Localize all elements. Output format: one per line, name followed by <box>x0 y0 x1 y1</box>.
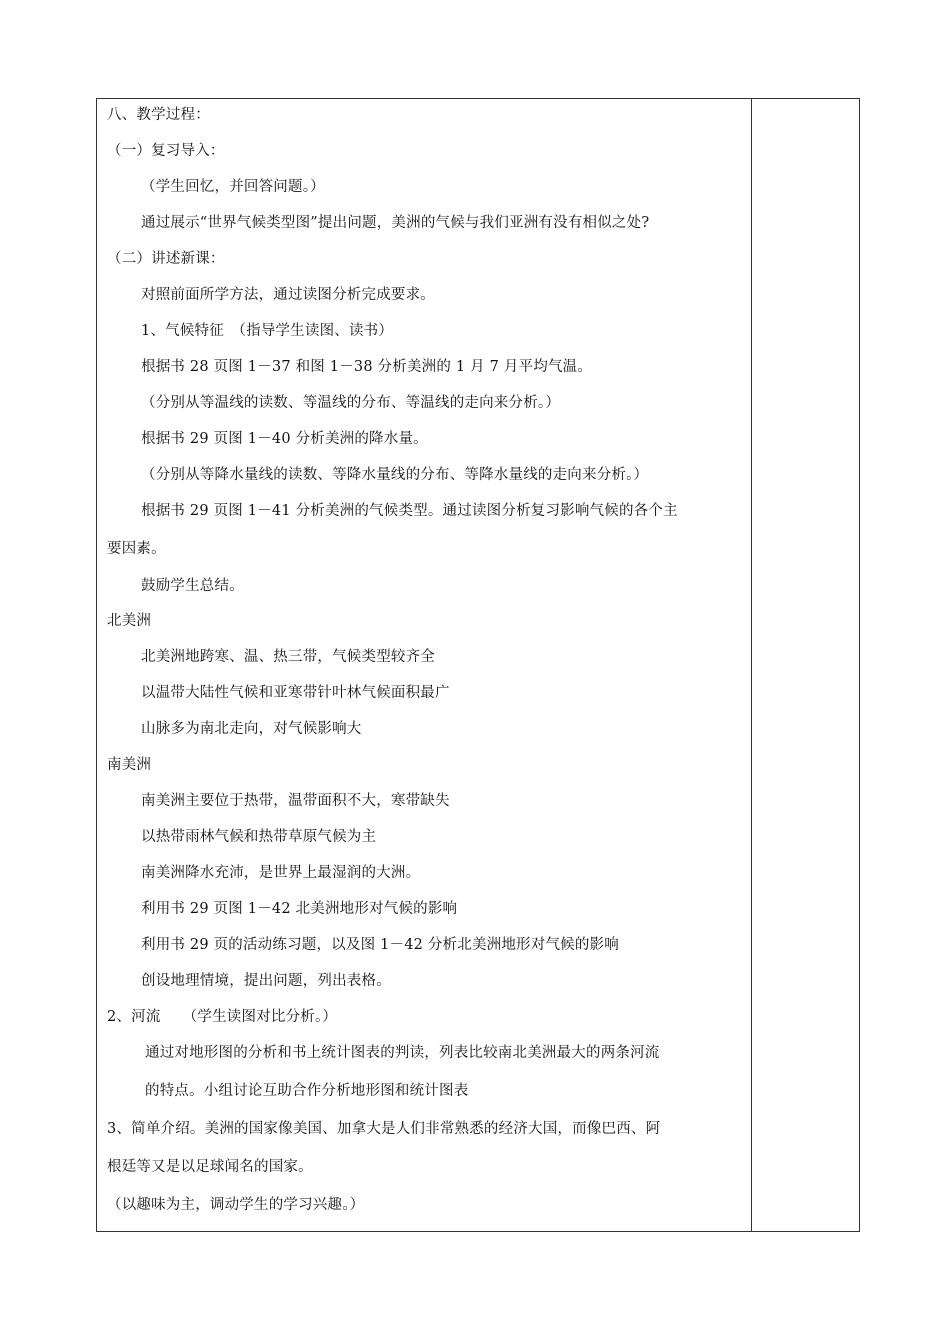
text-line: （分别从等降水量线的读数、等降水量线的分布、等降水量线的走向来分析。） <box>141 467 649 483</box>
subsection-heading: 3、简单介绍。美洲的国家像美国、加拿大是人们非常熟悉的经济大国，而像巴西、阿 <box>107 1121 661 1137</box>
subsection-heading: （二）讲述新课： <box>107 251 225 267</box>
text-line: 根据书 29 页图 1－41 分析美洲的气候类型。通过读图分析复习影响气候的各个主 <box>141 503 678 519</box>
text-line: 南美洲主要位于热带，温带面积不大，寒带缺失 <box>141 793 450 809</box>
text-line: 通过展示“世界气候类型图”提出问题，美洲的气候与我们亚洲有没有相似之处? <box>141 215 650 231</box>
text-line: 对照前面所学方法，通过读图分析完成要求。 <box>141 287 435 303</box>
subsection-heading: （一）复习导入： <box>107 143 225 159</box>
text-line: 以热带雨林气候和热带草原气候为主 <box>141 829 377 845</box>
region-heading: 北美洲 <box>107 613 152 629</box>
text-line: 山脉多为南北走向，对气候影响大 <box>141 721 362 737</box>
text-line: 利用书 29 页的活动练习题，以及图 1－42 分析北美洲地形对气候的影响 <box>141 937 619 953</box>
text-line: 根据书 28 页图 1－37 和图 1－38 分析美洲的 1 月 7 月平均气温。 <box>141 359 593 375</box>
text-line: 根据书 29 页图 1－40 分析美洲的降水量。 <box>141 431 428 447</box>
text-line: （分别从等温线的读数、等温线的分布、等温线的走向来分析。） <box>141 395 561 411</box>
text-line: 利用书 29 页图 1－42 北美洲地形对气候的影响 <box>141 901 458 917</box>
text-line: （以趣味为主，调动学生的学习兴趣。） <box>107 1197 365 1213</box>
section-heading: 八、教学过程： <box>107 107 210 123</box>
text-line: （学生回忆，并回答问题。） <box>141 179 325 195</box>
text-line: 通过对地形图的分析和书上统计图表的判读，列表比较南北美洲最大的两条河流 <box>145 1045 660 1061</box>
column-divider <box>751 99 752 1231</box>
region-heading: 南美洲 <box>107 757 152 773</box>
text-line: 1、气候特征 （指导学生读图、读书） <box>141 323 394 339</box>
subsection-heading: 2、河流 （学生读图对比分析。） <box>107 1009 338 1025</box>
text-line: 创设地理情境，提出问题，列出表格。 <box>141 973 391 989</box>
text-line: 的特点。小组讨论互助合作分析地形图和统计图表 <box>145 1083 469 1099</box>
text-line: 南美洲降水充沛，是世界上最湿润的大洲。 <box>141 865 421 881</box>
lesson-table <box>96 98 860 1232</box>
text-line: 以温带大陆性气候和亚寒带针叶林气候面积最广 <box>141 685 450 701</box>
text-line: 鼓励学生总结。 <box>141 578 244 594</box>
text-line: 根廷等又是以足球闻名的国家。 <box>107 1159 313 1175</box>
text-line: 北美洲地跨寒、温、热三带，气候类型较齐全 <box>141 649 435 665</box>
text-line: 要因素。 <box>107 541 166 557</box>
